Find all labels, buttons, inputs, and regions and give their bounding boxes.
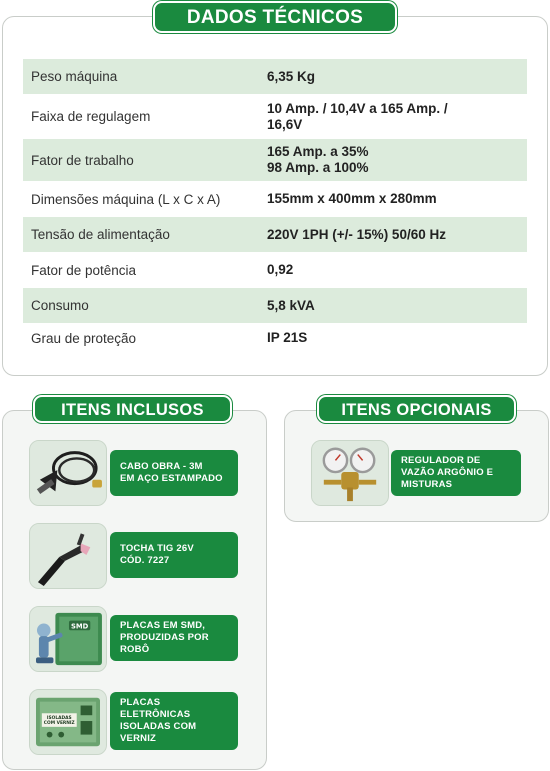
spec-value [267,262,527,278]
item-label-line: PRODUZIDAS POR [120,632,209,643]
included-item-label [110,615,238,661]
item-label-line: TOCHA TIG 26V [120,543,194,554]
ground-clamp-cable-icon [29,440,107,506]
tech-specs-title: DADOS TÉCNICOS [153,1,397,33]
item-label-line: CABO OBRA - 3M [120,461,203,472]
spec-row-duty-cycle [23,139,527,181]
optional-items-title: ITENS OPCIONAIS [317,395,516,423]
spec-value [267,144,527,176]
included-items-title: ITENS INCLUSOS [33,395,232,423]
spec-table [23,59,527,353]
optional-item-label [391,450,521,496]
item-label-line: ISOLADAS COM [120,721,197,732]
spec-label: Fator de trabalho [31,152,134,168]
included-item-label [110,532,238,578]
item-label-line: VAZÃO ARGÔNIO E [401,467,494,478]
spec-label: Dimensões máquina (L x C x A) [31,191,221,207]
spec-value-line: 16,6V [267,116,303,132]
spec-value-line: IP 21S [267,330,308,345]
item-label-line: VERNIZ [120,733,157,744]
spec-label: Faixa de regulagem [31,109,151,124]
item-label-line: PLACAS EM SMD, [120,620,206,631]
spec-value [267,101,527,133]
spec-value [267,227,527,243]
spec-value [267,69,527,85]
tig-torch-icon [29,523,107,589]
spec-value-line: 0,92 [267,262,294,277]
spec-row-dimensions [23,181,527,217]
item-label-line: MISTURAS [401,479,453,490]
spec-value [267,298,527,314]
varnished-board-icon [29,689,107,755]
item-label-line: CÓD. 7227 [120,555,170,566]
item-label-line: ROBÔ [120,644,150,655]
item-label-line: REGULADOR DE [401,455,481,466]
varnish-thumb-text: ISOLADAS [46,716,72,722]
spec-value [267,191,527,207]
spec-value-line: 165 Amp. a 35% [267,144,369,159]
spec-label: Peso máquina [31,69,118,84]
spec-label: Grau de proteção [31,330,137,346]
item-label-line: ELETRÔNICAS [120,709,191,720]
spec-label: Tensão de alimentação [31,227,170,242]
smd-board-robot-icon [29,606,107,672]
spec-row-power-factor [23,252,527,288]
gas-regulator-icon [311,440,389,506]
spec-row-protection [23,323,527,353]
smd-thumb-text: SMD [71,622,89,631]
included-item-label [110,692,238,750]
spec-value-line: 155mm x 400mm x 280mm [267,191,437,206]
spec-value-line: 5,8 kVA [267,297,315,313]
spec-row-weight [23,59,527,94]
spec-label: Fator de potência [31,262,137,278]
item-label-line: PLACAS [120,697,161,708]
spec-value-line: 220V 1PH (+/- 15%) 50/60 Hz [267,226,446,242]
item-label-line: EM AÇO ESTAMPADO [120,473,223,484]
spec-value-line: 10 Amp. / 10,4V a 165 Amp. / [267,100,448,116]
included-item-label [110,450,238,496]
spec-row-range [23,94,527,139]
varnish-thumb-text: COM VERNIZ [43,720,75,726]
spec-label: Consumo [31,298,89,313]
spec-row-consumption [23,288,527,323]
spec-value [267,330,527,346]
spec-row-voltage [23,217,527,252]
spec-value-line: 6,35 Kg [267,68,316,84]
spec-value-line: 98 Amp. a 100% [267,160,369,175]
